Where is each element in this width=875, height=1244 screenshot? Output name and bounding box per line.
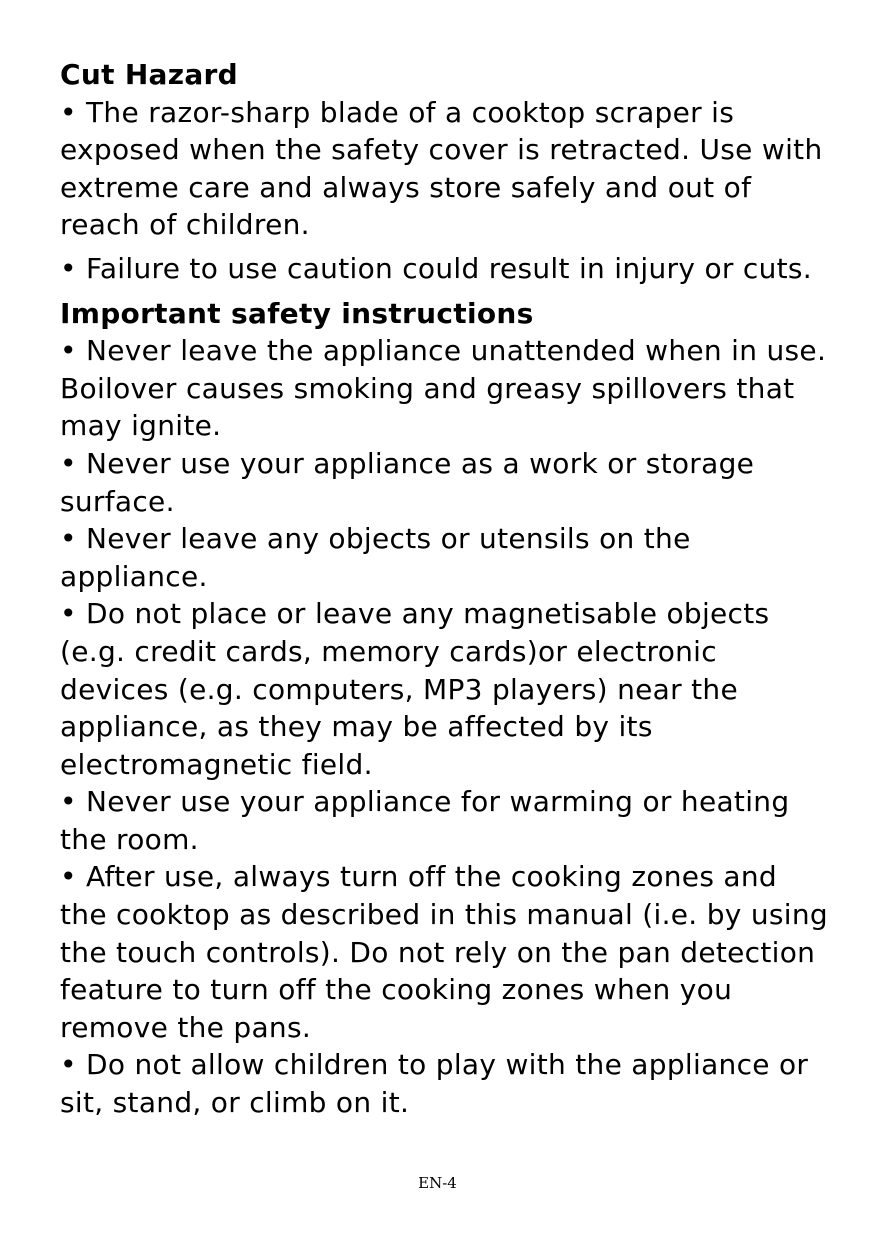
section-heading: Cut Hazard: [60, 58, 238, 91]
bullet-item: • Never leave the appliance unattended when in use. Boilover causes smoking and greasy spillovers that may ignite.: [60, 334, 827, 443]
bullet-item: • Never use your appliance for warming or heating the room.: [60, 785, 790, 856]
bullet-item: • The razor-sharp blade of a cooktop scraper is exposed when the safety cover is retracted. Use with extreme care and always store safely and out of reach of children.: [60, 95, 823, 242]
section-heading: Important safety instructions: [60, 296, 534, 330]
bullet-item: • Do not allow children to play with the appliance or sit, stand, or climb on it.: [60, 1048, 809, 1120]
page-number: EN-4: [418, 1174, 457, 1192]
bullet-item: • After use, always turn off the cooking zones and the cooktop as described in this manual (i.e. by using the touch controls). Do not rely on the pan detection feature to turn off the cooking zones when you remove the pans.: [60, 860, 828, 1044]
bullet-item: • Do not place or leave any magnetisable objects (e.g. credit cards, memory cards)or electronic devices (e.g. computers, MP3 players) near the appliance, as they may be affected by its electromagnetic field.: [60, 597, 770, 781]
bullet-item: • Failure to use caution could result in injury or cuts.: [60, 251, 812, 285]
document-page: [60, 56, 830, 1122]
bullet-item: • Never leave any objects or utensils on the appliance.: [60, 522, 691, 593]
bullet-item: • Never use your appliance as a work or storage surface.: [60, 446, 755, 518]
section-cut-hazard: [60, 56, 830, 288]
section-important-safety-instructions: [60, 295, 830, 1122]
